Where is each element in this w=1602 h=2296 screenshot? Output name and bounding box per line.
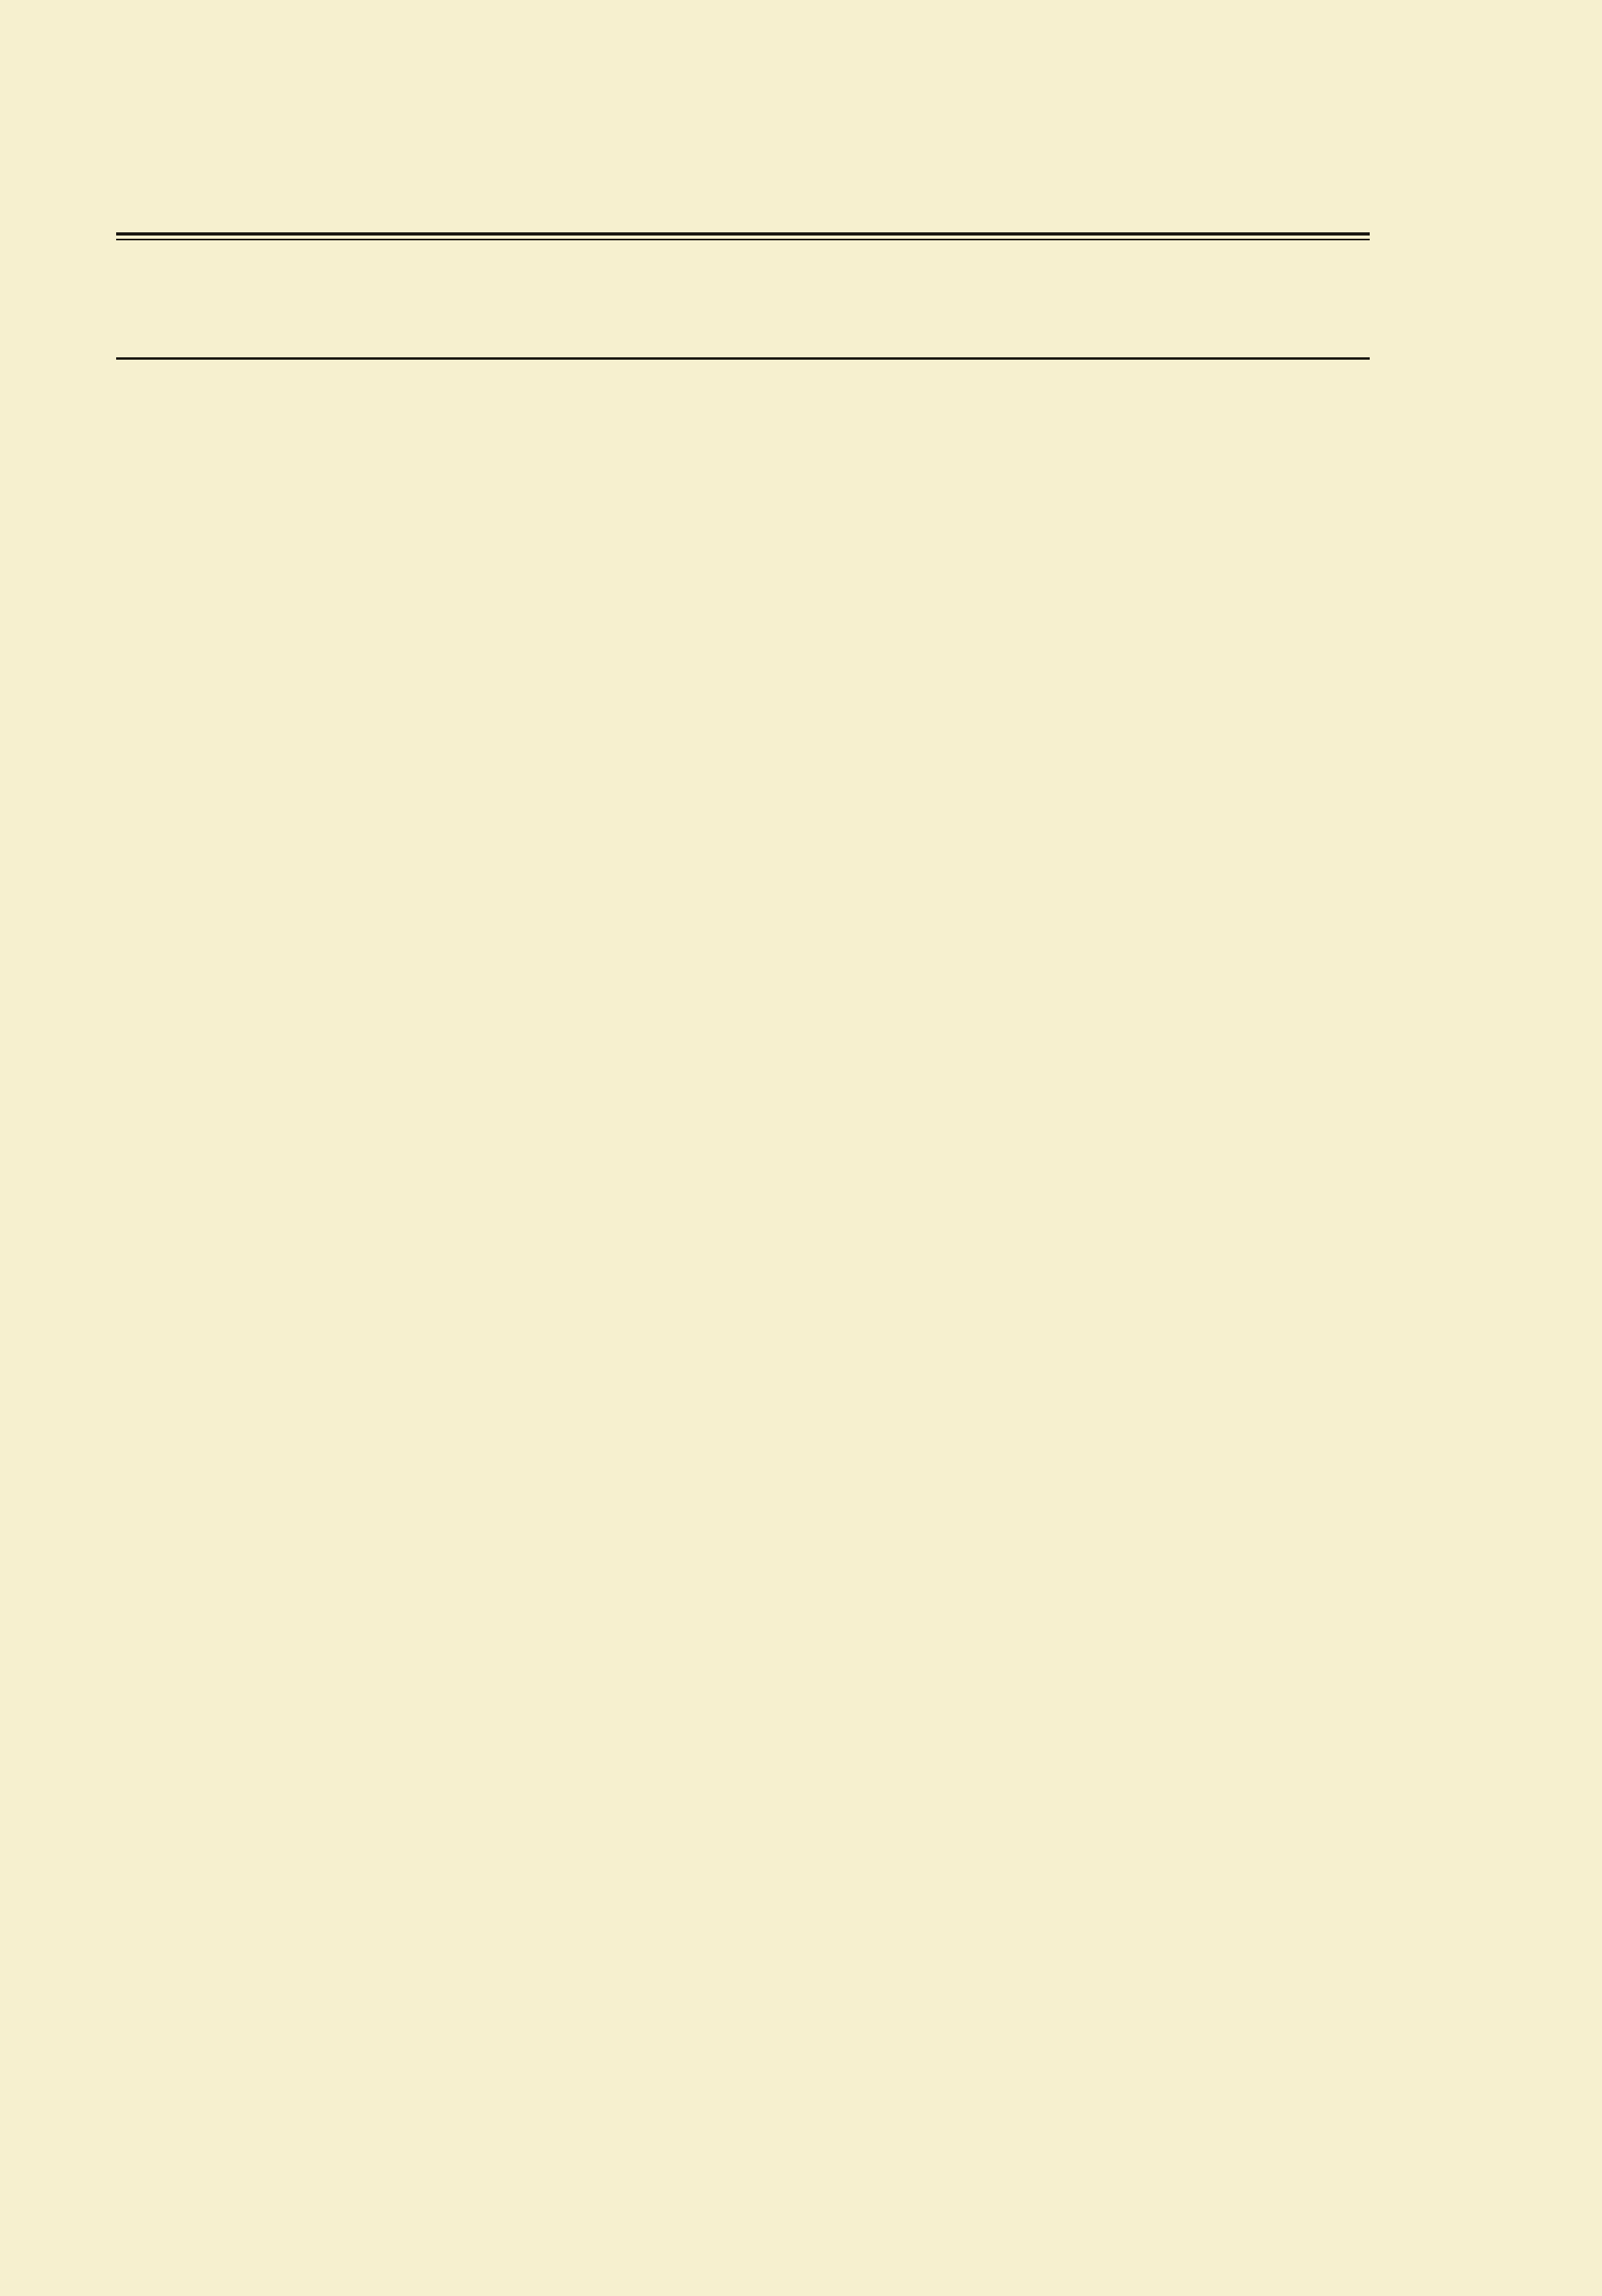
top-double-rule-upper [116, 232, 1370, 236]
header-bottom-rule [116, 357, 1370, 360]
top-double-rule-lower [116, 239, 1370, 240]
